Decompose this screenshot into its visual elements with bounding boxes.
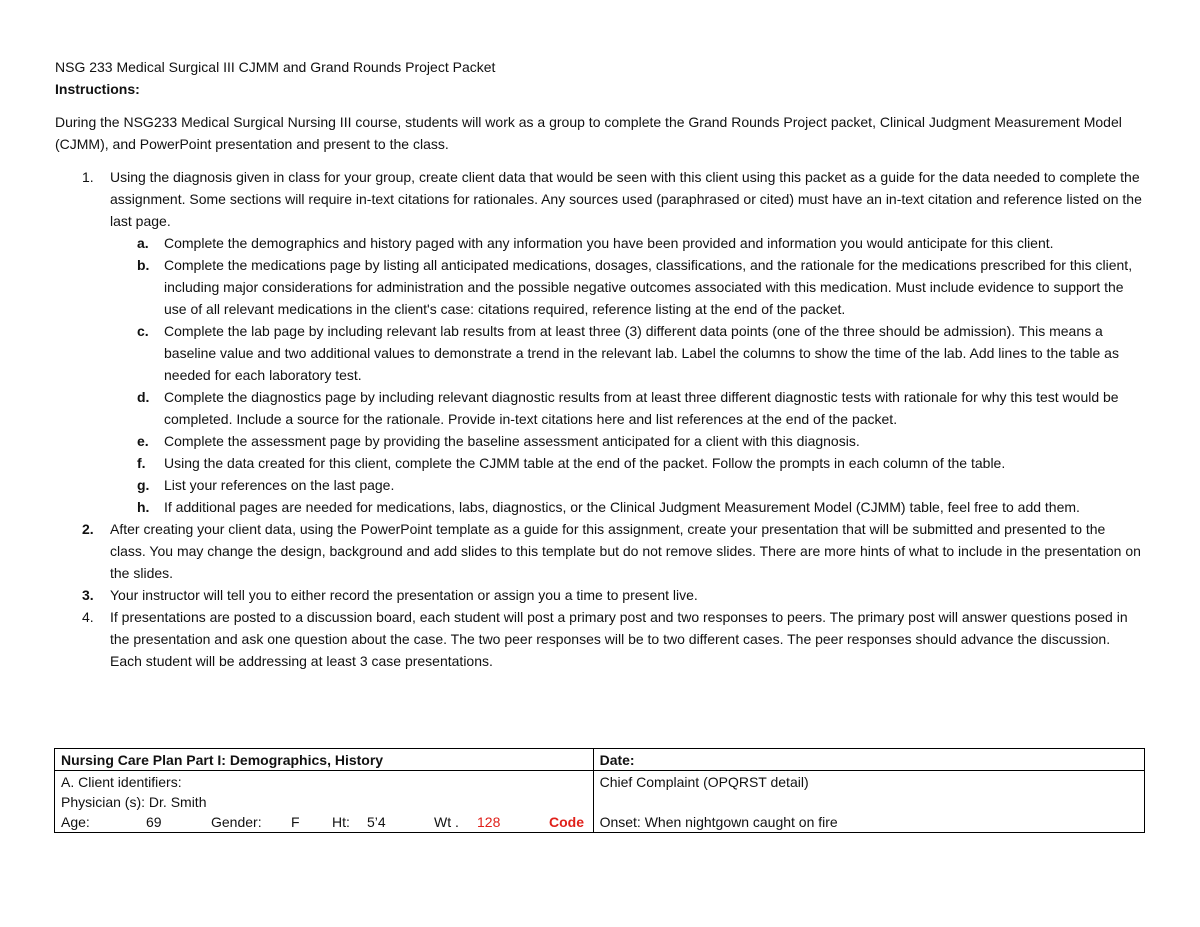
code-label: Code <box>549 814 584 830</box>
sub-item-text: Complete the medications page by listing all anticipated medications, dosages, classifications, and the rationale for the medications prescribed for this client, including major considerations for administration and the possible negative outcomes associated with this medication. Must include evidence to support the use of all relevant medications in the client's case: citations required, reference listing at the end of the packet. <box>164 257 1133 317</box>
care-plan-heading: Nursing Care Plan Part I: Demographics, History <box>55 749 594 771</box>
list-number: 1. <box>82 169 94 185</box>
list-item-text: Your instructor will tell you to either record the presentation or assign you a time to present live. <box>110 587 698 603</box>
sub-list-item <box>110 430 1145 452</box>
sub-letter: h. <box>137 499 150 515</box>
sub-list-item <box>110 496 1145 518</box>
physician-field: Physician (s): Dr. Smith <box>61 794 207 810</box>
instructions-label: Instructions: <box>55 81 140 97</box>
age-label: Age: <box>61 814 90 830</box>
sub-letter: c. <box>137 323 149 339</box>
chief-complaint-cell <box>593 771 1144 833</box>
weight-value: 128 <box>477 814 501 830</box>
list-item-text: If presentations are posted to a discussion board, each student will post a primary post and two responses to peers. The primary post will answer questions posed in the presentation and ask one question about the case. The two peer responses will be to two different cases. The peer responses should advance the discussion. Each student will be addressing at least 3 case presentations. <box>110 609 1128 669</box>
sub-list-item <box>110 254 1145 320</box>
list-item-text: After creating your client data, using the PowerPoint template as a guide for this assignment, create your presentation that will be submitted and presented to the class. You may change the design, background and add slides to this template but do not remove slides. There are more hints of what to include in the presentation on the slides. <box>110 521 1141 581</box>
sub-letter: b. <box>137 257 150 273</box>
care-plan-table <box>54 748 1145 833</box>
sub-list-item <box>110 386 1145 430</box>
sub-letter: g. <box>137 477 150 493</box>
age-value: 69 <box>146 814 162 830</box>
list-item-text: Using the diagnosis given in class for your group, create client data that would be seen with this client using this packet as a guide for the data needed to complete the assignment. Some sections will require in-text citations for rationales. Any sources used (paraphrased or cited) must have an in-text citation and reference listed on the last page. <box>110 169 1142 229</box>
client-identifiers-cell <box>55 771 594 833</box>
sub-item-text: Complete the demographics and history paged with any information you have been provided and information you would anticipate for this client. <box>164 235 1054 251</box>
sub-letter: a. <box>137 235 149 251</box>
sub-letter: e. <box>137 433 149 449</box>
sub-list-item <box>110 452 1145 474</box>
list-item <box>55 166 1145 518</box>
sub-list-item <box>110 232 1145 254</box>
gender-label: Gender: <box>211 814 262 830</box>
list-number: 2. <box>82 521 94 537</box>
sub-letter: d. <box>137 389 150 405</box>
weight-label: Wt . <box>434 814 459 830</box>
instructions-section <box>55 56 1145 672</box>
sub-list-item <box>110 474 1145 496</box>
list-number: 3. <box>82 587 94 603</box>
sub-list <box>110 232 1145 518</box>
height-label: Ht: <box>332 814 350 830</box>
list-item <box>55 606 1145 672</box>
table-header-row <box>55 749 1145 771</box>
intro-paragraph: During the NSG233 Medical Surgical Nursing III course, students will work as a group to complete the Grand Rounds Project packet, Clinical Judgment Measurement Model (CJMM), and PowerPoint presentation and present to the class. <box>55 114 1122 152</box>
table-row <box>55 771 1145 833</box>
list-item <box>55 584 1145 606</box>
sub-item-text: Complete the assessment page by providing the baseline assessment anticipated for a client with this diagnosis. <box>164 433 860 449</box>
sub-item-text: Complete the lab page by including relevant lab results from at least three (3) different data points (one of the three should be admission). This means a baseline value and two additional values to demonstrate a trend in the relevant lab. Label the columns to show the time of the lab. Add lines to the table as needed for each laboratory test. <box>164 323 1119 383</box>
sub-item-text: Using the data created for this client, complete the CJMM table at the end of the packet. Follow the prompts in each column of the table. <box>164 455 1006 471</box>
sub-item-text: If additional pages are needed for medications, labs, diagnostics, or the Clinical Judgment Measurement Model (CJMM) table, feel free to add them. <box>164 499 1080 515</box>
sub-letter: f. <box>137 455 146 471</box>
vitals-row <box>61 812 587 832</box>
sub-item-text: List your references on the last page. <box>164 477 395 493</box>
gender-value: F <box>291 814 300 830</box>
onset-field: Onset: When nightgown caught on fire <box>599 814 838 830</box>
sub-list-item <box>110 320 1145 386</box>
document-title: NSG 233 Medical Surgical III CJMM and Grand Rounds Project Packet <box>55 59 496 75</box>
date-label: Date: <box>593 749 1144 771</box>
height-value: 5’4 <box>367 814 386 830</box>
list-item <box>55 518 1145 584</box>
chief-complaint-label: Chief Complaint (OPQRST detail) <box>599 774 809 790</box>
sub-item-text: Complete the diagnostics page by including relevant diagnostic results from at least three different diagnostic tests with rationale for why this test would be completed. Include a source for the rationale. Provide in-text citations here and list references at the end of the packet. <box>164 389 1119 427</box>
instructions-list <box>55 166 1145 672</box>
list-number: 4. <box>82 609 94 625</box>
client-identifiers-label: A. Client identifiers: <box>61 774 182 790</box>
chief-complaint-spacer <box>600 792 1138 812</box>
